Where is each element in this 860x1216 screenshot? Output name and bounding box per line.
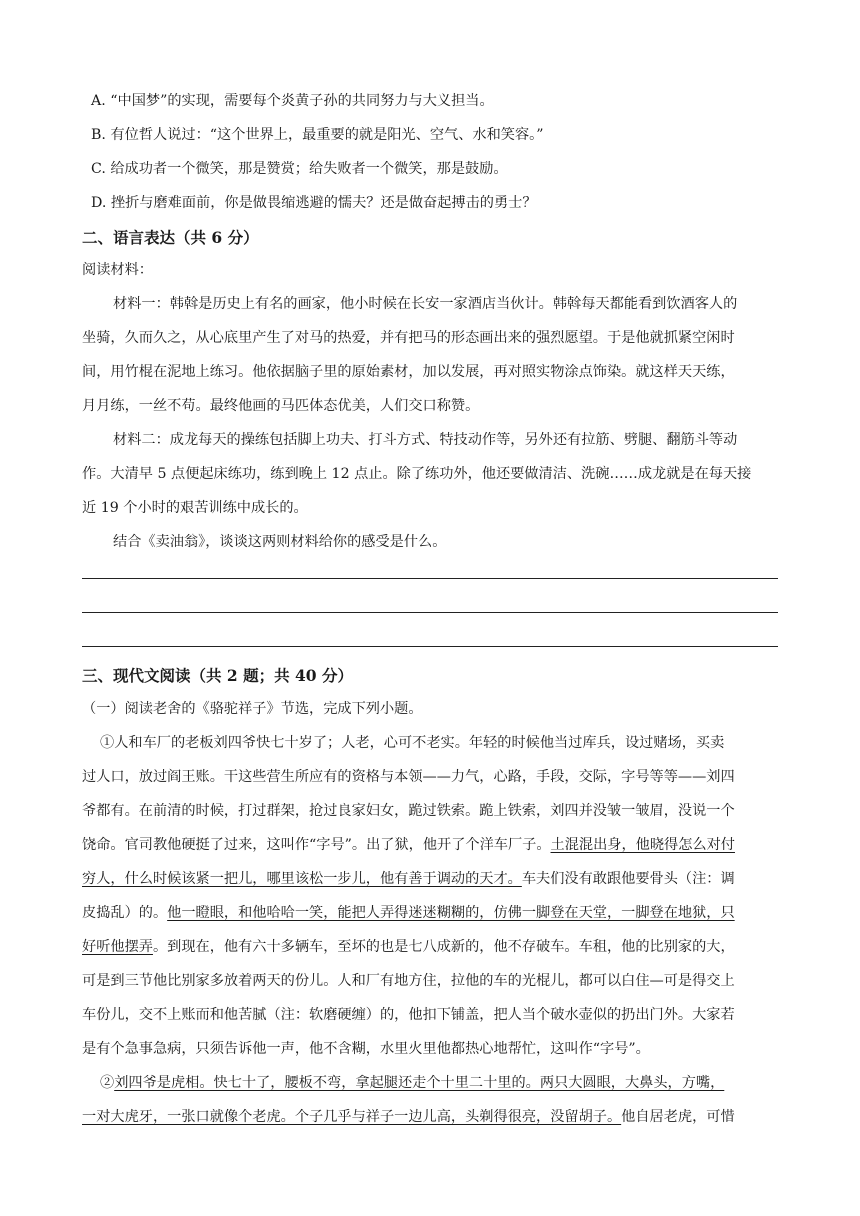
- section-heading-modern-reading: 三、现代文阅读（共 2 题；共 40 分）: [82, 666, 353, 685]
- answer-line[interactable]: [82, 578, 778, 579]
- paragraph-number: ②: [100, 1075, 115, 1091]
- passage-line: [82, 902, 735, 922]
- passage-line: [82, 868, 735, 888]
- passage-line: ①人和车厂的老板刘四爷快七十岁了；人老，心可不老实。年轻的时候他当过库兵，设过赌场，买卖: [100, 735, 725, 751]
- material-one-line: 间，用竹棍在泥地上练习。他依据脑子里的原始素材，加以发展，再对照实物涂点饰染。就这样天天练，: [82, 364, 735, 380]
- material-one-line: 材料一：韩斡是历史上有名的画家，他小时候在长安一家酒店当伙计。韩斡每天都能看到饮酒客人的: [113, 296, 738, 312]
- underlined-text: 好听他摆弄: [82, 939, 153, 955]
- material-two-line: 材料二：成龙每天的操练包括脚上功夫、打斗方式、特技动作等，另外还有拉筋、劈腿、翻筋斗等动: [113, 432, 738, 448]
- question-prompt: 结合《卖油翁》，谈谈这两则材料给你的感受是什么。: [113, 534, 447, 550]
- answer-line[interactable]: [82, 612, 778, 613]
- material-one-line: 坐骑，久而久之，从心底里产生了对马的热爱，并有把马的形态画出来的强烈愿望。于是他就抓紧空闲时: [82, 330, 735, 346]
- answer-line[interactable]: [82, 646, 778, 647]
- sub-section-intro: （一）阅读老舍的《骆驼祥子》节选，完成下列小题。: [82, 701, 423, 717]
- material-two-line: 近 19 个小时的艰苦训练中成长的。: [82, 500, 308, 516]
- passage-line: 是有个急事急病，只须告诉他一声，他不含糊，水里火里他都热心地帮忙，这叫作“字号”。: [82, 1041, 650, 1057]
- passage-line: [82, 1106, 735, 1126]
- underlined-text: 他一瞪眼，和他哈哈一笑，能把人弄得迷迷糊糊的，仿佛一脚登在天堂，一脚登在地狱，只: [167, 905, 735, 921]
- option-a: A. “中国梦”的实现，需要每个炎黄子孙的共同努力与大义担当。: [91, 93, 494, 109]
- passage-line: 车份儿，交不上账而和他苦腻（注：软磨硬缠）的，他扣下铺盖，把人当个破水壶似的扔出门外。大家若: [82, 1007, 735, 1023]
- underlined-text: 穷人，什么时候该紧一把儿，哪里该松一步儿，他有善于调动的天才。: [82, 871, 522, 887]
- passage-text: 饶命。官司教他硬挺了过来，这叫作“字号”。出了狱，他开了个洋车厂子。: [82, 837, 551, 853]
- passage-text: 皮捣乱）的。: [82, 905, 168, 921]
- passage-line: [82, 936, 735, 956]
- material-two-line: 作。大清早 5 点便起床练功，练到晚上 12 点止。除了练功外，他还要做清洁、洗碗……成龙就是在每天接: [82, 466, 752, 482]
- option-c: C. 给成功者一个微笑，那是赞赏；给失败者一个微笑，那是鼓励。: [91, 161, 508, 177]
- underlined-text: 一对大虎牙，一张口就像个老虎。个子几乎与祥子一边儿高，头剃得很亮，没留胡子。: [82, 1109, 622, 1125]
- passage-line: 过人口，放过阎王账。干这些营生所应有的资格与本领——力气，心路，手段，交际，字号等等——刘四: [82, 769, 735, 785]
- passage-line: [100, 1072, 724, 1092]
- section-heading-language-expression: 二、语言表达（共 6 分）: [82, 228, 259, 247]
- passage-line: [82, 834, 735, 854]
- passage-text: 。到现在，他有六十多辆车，至坏的也是七八成新的，他不存破车。车租，他的比别家的大，: [152, 939, 735, 955]
- underlined-text: 土混混出身，他晓得怎么对付: [550, 837, 735, 853]
- option-d: D. 挫折与磨难面前，你是做畏缩逃避的懦夫？还是做奋起搏击的勇士？: [91, 195, 537, 211]
- passage-text: 他自居老虎，可惜: [621, 1109, 735, 1125]
- passage-line: 可是到三节他比别家多放着两天的份儿。人和厂有地方住，拉他的车的光棍儿，都可以白住—可是得交上: [82, 973, 735, 989]
- passage-text: 车夫们没有敢跟他要骨头（注：调: [521, 871, 735, 887]
- option-b: B. 有位哲人说过：“这个世界上，最重要的就是阳光、空气、水和笑容。”: [91, 127, 544, 143]
- material-one-line: 月月练，一丝不苟。最终他画的马匹体态优美，人们交口称赞。: [82, 398, 480, 414]
- underlined-text: 刘四爷是虎相。快七十了，腰板不弯，拿起腿还走个十里二十里的。两只大圆眼，大鼻头，方嘴，: [114, 1075, 725, 1091]
- reading-material-intro: 阅读材料：: [82, 262, 153, 278]
- passage-line: 爷都有。在前清的时候，打过群架，抢过良家妇女，跪过铁索。跪上铁索，刘四并没皱一皱眉，没说一个: [82, 803, 735, 819]
